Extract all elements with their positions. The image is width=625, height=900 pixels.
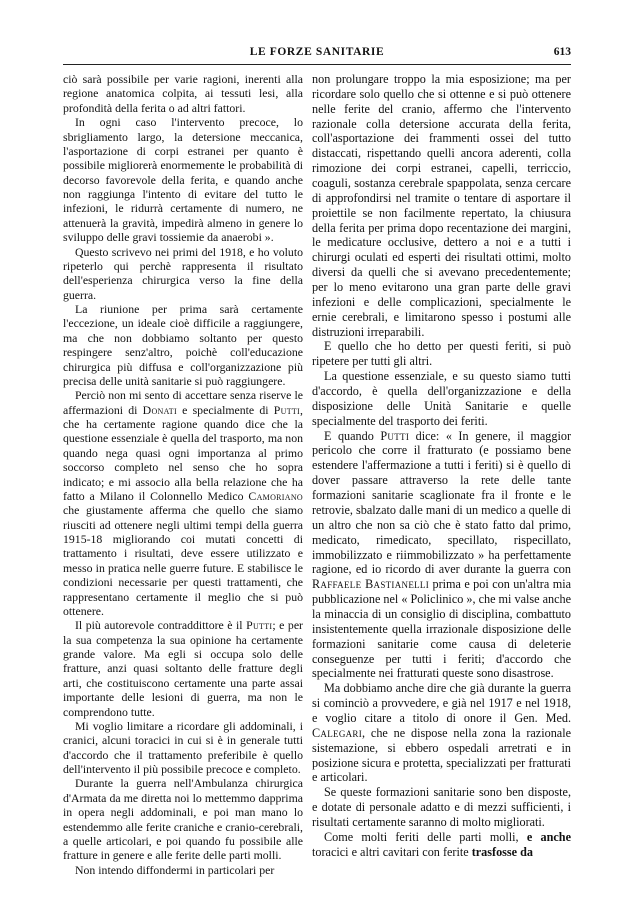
author-name: Putti <box>380 428 410 443</box>
paragraph <box>312 830 571 860</box>
text-run: toracici e altri cavitari con ferite <box>312 844 472 859</box>
paragraph: ciò sarà possibile per varie ragioni, inerenti alla regione anatomica colpita, ai tessuti lesi, alla profondità della ferita o ad altri fattori. <box>63 72 303 115</box>
paragraph: In ogni caso l'intervento precoce, lo sbrigliamento largo, la detersione meccanica, l'asportazione di corpi estranei per quanto è possibile migliorerà enormemente le probabilità di decorso favorevole della ferita, e quando anche non raggiunga l'intento di evitare del tutto le infezioni, le ridurrà certamente di numero, ne attenuerà la gravità, impedirà almeno in genere lo sviluppo delle gravi tossiemie da anaerobi ». <box>63 115 303 245</box>
paragraph: La questione essenziale, e su questo siamo tutti d'accordo, è quella dell'organizzazione e della disposizione delle Unità Sanitarie e quelle specialmente del trasporto dei feriti. <box>312 369 571 428</box>
paragraph <box>312 429 571 682</box>
page-number: 613 <box>553 46 571 58</box>
paragraph: non prolungare troppo la mia esposizione; ma per ricordare solo quello che si ottenne e si può ottenere nelle ferite del cranio, affermo che l'intervento razionale colla detersione accurata della ferita, coll'asportazione dei frammenti ossei del tutto distaccati, rispettando quelli ancora aderenti, colla rimozione dei corpi estranei, capelli, terriccio, coaguli, sostanza cerebrale spappolata, senza cercare di approfondirsi nel tramite o tentare di asportare il proiettile se non facilmente repertato, la chiusura della ferita per prima dopo recentazione dei margini, le medicature occlusive, dettero a noi e a tutti i chirurgi oculati ed esperti dei risultati ottimi, molto diversi da quelli che si avevano precedentemente; per lo meno evitarono una gran parte delle gravi infezioni e delle complicazioni, specialmente le ernie cerebrali, e limitarono spesso i postumi alle distruzioni irreparabili. <box>312 72 571 339</box>
right-column <box>312 72 571 860</box>
header-rule <box>63 64 571 65</box>
author-name: Putti <box>273 402 301 417</box>
paragraph <box>63 388 303 618</box>
author-name: Camoriano <box>248 488 303 503</box>
paragraph: La riunione per prima sarà certamente l'eccezione, un ideale cioè difficile a raggiungere, ma che non dobbiamo soltanto per questo respingere senz'altro, poichè coll'educazione chirurgica più diffusa e coll'organizzazione più precisa delle unità sanitarie si può raggiungere. <box>63 302 303 388</box>
text-run: Come molti feriti delle parti molli, <box>324 829 527 844</box>
paragraph: Questo scrivevo nei primi del 1918, e ho voluto ripeterlo qui perchè rappresenta il risultato dell'esperienza chirurgica verso la fine della guerra. <box>63 244 303 302</box>
paragraph <box>63 618 303 719</box>
text-run: E quando <box>324 428 381 443</box>
text-run: , che ne dispose nella zona la razionale sistemazione, si ebbero ospedali arretrati e in posizione sicura e protetta, specializzati per fratturati e articolari. <box>312 725 571 785</box>
bold-text: e anche <box>526 829 571 844</box>
text-run: prima e poi con un'altra mia pubblicazione nel « Policlinico », che mi valse anche la minaccia di un consiglio di disciplina, combattuto insistentemente quella irrazionale disposizione delle formazioni sanitarie come causa di deleterie conseguenze per tutti i feriti; d'accordo che specialmente nei fratturati queste sono disastrose. <box>312 577 571 681</box>
text-run: Ma dobbiamo anche dire che già durante la guerra si cominciò a provvedere, e già nel 1917 e nel 1918, e voglio citare a titolo di onore il Gen. Med. <box>312 681 571 725</box>
left-column <box>63 72 303 877</box>
page-header <box>63 44 571 64</box>
paragraph <box>312 681 571 785</box>
paragraph: Se queste formazioni sanitarie sono ben disposte, e dotate di personale adatto e di mezzi sufficienti, i risultati certamente saranno di molto migliorati. <box>312 785 571 829</box>
paragraph: Durante la guerra nell'Ambulanza chirurgica d'Armata da me diretta noi lo mettemmo dapprima in opera negli addominali, e poi man mano lo estendemmo alle ferite craniche e cranio-cerebrali, a quelle articolari, e poi quando fu possibile alle fratture in genere e alle ferite delle parti molli. <box>63 776 303 863</box>
running-title: LE FORZE SANITARIE <box>249 46 385 58</box>
author-name: Raffaele Bastianelli <box>312 577 430 592</box>
bold-text: trasfosse da <box>471 844 533 859</box>
author-name: Putti <box>246 618 273 633</box>
author-name: Donati <box>142 402 177 417</box>
text-run: e specialmente di <box>176 402 274 417</box>
paragraph: E quello che ho detto per questi feriti, si può ripetere per tutti gli altri. <box>312 339 571 369</box>
text-run: che giustamente afferma che quello che siamo riusciti ad ottenere negli ultimi tempi della guerra 1915-18 migliorando coi mutati concetti di trattamento i risultati, deve essere utilizzato e messo in pratica nelle guerre future. E stabilisce le condizioni necessarie per questi trattamenti, che rappresentano certamente il meglio che si può ottenere. <box>63 503 303 618</box>
paragraph: Mi voglio limitare a ricordare gli addominali, i cranici, alcuni toracici in cui si è in generale tutti d'accordo che il trattamento preferibile è quello dell'intervento il più possibile precoce e completo. <box>63 718 303 776</box>
text-run: Il più autorevole contraddittore è il <box>75 618 247 633</box>
author-name: Calegari <box>312 725 363 740</box>
text-run: ; e per la sua competenza la sua opinione ha certamente grande valore. Ma egli si occupa solo delle fratture, anzi quasi soltanto delle fratture degli arti, che costituiscono certamente una parte assai importante delle lesioni di guerra, ma non le comprendono tutte. <box>63 618 303 719</box>
text-run: Perciò non mi sento di accettare senza riserve le affermazioni di <box>63 388 303 417</box>
text-run: dice: « In genere, il maggior pericolo che corre il fratturato (e possiamo bene estendere l'affermazione a tutti i feriti) si è quello di dover passare attraverso la rete delle tante formazioni sanitarie scaglionate fra il fronte e le retrovie, sbalzato dalle mani di un medico a quelle di un altro che non sa ciò che è stato fatto dal primo, medicato, rimedicato, specillato, rispecillato, immobilizzato e riimmobilizzato » ha perfettamente ragione, ed io ricordo di aver durante la guerra con <box>312 428 571 577</box>
paragraph: Non intendo diffondermi in particolari per <box>75 862 275 877</box>
text-run: , che ha certamente ragione quando dice che la questione essenziale è quella del trasporto, ma non quando nega quasi ogni importanza al primo soccorso completo nel senso che ho sopra indicato; e mi associo alla bella relazione che ha fatto a Milano il Colonnello Medico <box>63 402 303 503</box>
